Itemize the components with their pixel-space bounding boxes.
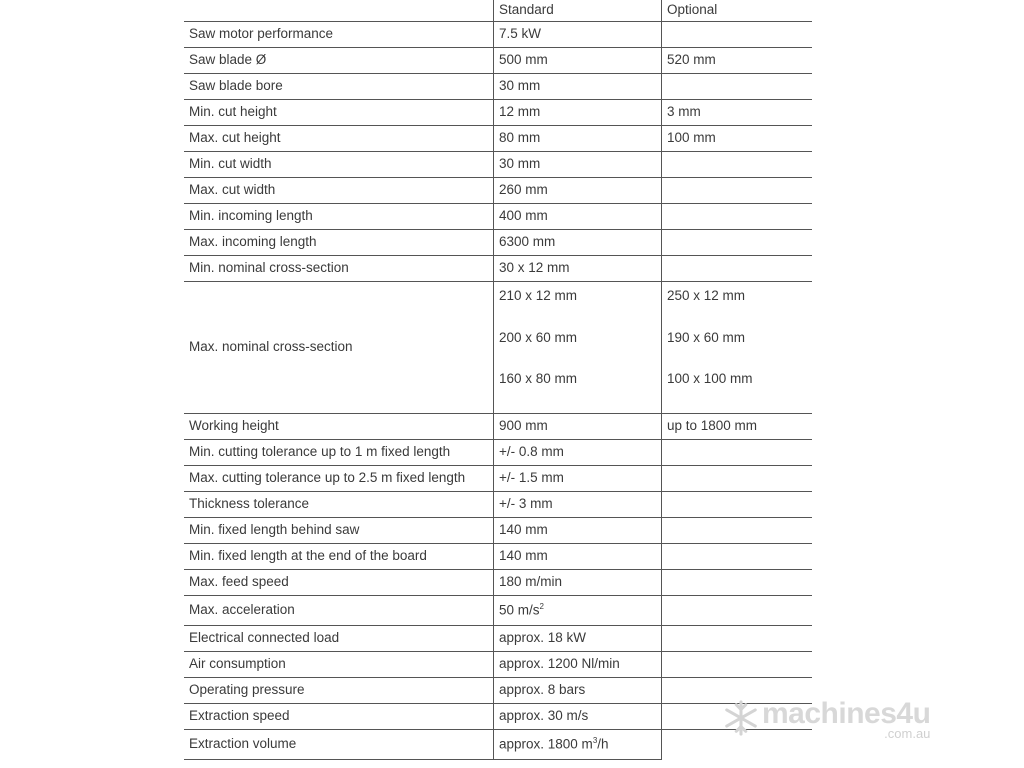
- optional-value: [661, 440, 812, 465]
- standard-line: 210 x 12 mm: [499, 288, 578, 303]
- standard-value: [493, 730, 661, 760]
- table-row: [184, 256, 812, 282]
- standard-suffix: /h: [597, 736, 609, 752]
- optional-line: 100 x 100 mm: [667, 371, 753, 387]
- standard-text: [499, 208, 548, 224]
- standard-value: [493, 626, 661, 651]
- watermark-domain: .com.au: [884, 726, 931, 741]
- standard-text: [499, 26, 541, 42]
- standard-value: [493, 652, 661, 677]
- standard-base: 180 m/min: [499, 574, 563, 590]
- table-header-row: [184, 0, 812, 22]
- standard-text: [499, 630, 586, 646]
- standard-base: +/- 0.8 mm: [499, 444, 564, 460]
- table-row: [184, 730, 812, 760]
- standard-value: [493, 596, 661, 625]
- optional-value: [661, 518, 812, 543]
- standard-value: [493, 544, 661, 569]
- table-row: [184, 204, 812, 230]
- table-row: [184, 230, 812, 256]
- spec-label: Max. feed speed: [189, 574, 289, 590]
- spec-label: Air consumption: [189, 656, 286, 672]
- standard-value: [493, 414, 661, 439]
- optional-value: [661, 22, 812, 47]
- table-row: [184, 570, 812, 596]
- standard-text: [499, 496, 553, 512]
- table-row: [184, 414, 812, 440]
- table-row: [184, 596, 812, 626]
- optional-line: 250 x 12 mm: [667, 288, 746, 303]
- standard-value: [493, 678, 661, 703]
- table-row: [184, 48, 812, 74]
- standard-value: [493, 204, 661, 229]
- spec-label: Saw blade bore: [189, 78, 283, 94]
- spec-label: Min. cut height: [189, 104, 277, 120]
- standard-text: [499, 52, 548, 68]
- standard-base: 80 mm: [499, 130, 541, 146]
- spec-label: Min. fixed length at the end of the board: [189, 548, 427, 564]
- optional-value: [661, 178, 812, 203]
- standard-value: [493, 74, 661, 99]
- spec-label: Extraction speed: [189, 708, 290, 724]
- standard-value: [493, 178, 661, 203]
- standard-base: 30 mm: [499, 156, 541, 172]
- standard-base: 30 x 12 mm: [499, 260, 570, 276]
- optional-value: [661, 230, 812, 255]
- standard-text: [499, 78, 540, 94]
- standard-text: [499, 736, 609, 753]
- spec-label: Working height: [189, 418, 279, 434]
- standard-base: approx. 8 bars: [499, 682, 586, 698]
- standard-text: [499, 574, 562, 590]
- standard-base: 6300 mm: [499, 234, 556, 250]
- standard-base: 12 mm: [499, 104, 541, 120]
- spec-label: Min. cutting tolerance up to 1 m fixed length: [189, 444, 451, 460]
- watermark-text: machines4u: [762, 697, 931, 730]
- standard-text: [499, 656, 620, 672]
- standard-value: [493, 230, 661, 255]
- standard-value: [493, 48, 661, 73]
- standard-value: [493, 440, 661, 465]
- standard-value: [493, 492, 661, 517]
- header-cell: Optional: [661, 0, 812, 21]
- standard-base: +/- 3 mm: [499, 496, 553, 512]
- standard-text: [499, 602, 544, 619]
- optional-value: [661, 204, 812, 229]
- spec-label: Min. incoming length: [189, 208, 313, 224]
- standard-value: [493, 100, 661, 125]
- spec-label: Electrical connected load: [189, 630, 340, 646]
- standard-base: approx. 30 m/s: [499, 708, 589, 724]
- spec-table: [184, 0, 812, 760]
- standard-base: 140 mm: [499, 548, 548, 564]
- table-row: [184, 544, 812, 570]
- standard-value: [493, 704, 661, 729]
- standard-value: [493, 22, 661, 47]
- table-row: [184, 74, 812, 100]
- header-cell: Standard: [493, 0, 661, 21]
- standard-value: [493, 518, 661, 543]
- table-row: [184, 440, 812, 466]
- optional-value: up to 1800 mm: [661, 414, 812, 439]
- spec-label: Max. acceleration: [189, 602, 295, 618]
- table-row: [184, 22, 812, 48]
- optional-value: 520 mm: [661, 48, 812, 73]
- standard-base: 400 mm: [499, 208, 548, 224]
- standard-text: [499, 156, 540, 172]
- optional-value: [661, 466, 812, 491]
- table-row: [184, 492, 812, 518]
- standard-line: 160 x 80 mm: [499, 371, 578, 387]
- optional-value: [661, 652, 812, 677]
- optional-value: [661, 596, 812, 625]
- spec-label: Max. cut width: [189, 182, 276, 198]
- table-row: [184, 626, 812, 652]
- standard-base: approx. 1800 m: [499, 736, 593, 752]
- spec-label: Max. cutting tolerance up to 2.5 m fixed length: [189, 470, 466, 486]
- standard-base: 260 mm: [499, 182, 548, 198]
- spec-label: Max. cut height: [189, 130, 281, 146]
- spec-label: Thickness tolerance: [189, 496, 310, 512]
- standard-base: 50 m/s: [499, 602, 540, 618]
- spec-label: Min. cut width: [189, 156, 272, 172]
- optional-value: [661, 626, 812, 651]
- table-row: [184, 152, 812, 178]
- standard-text: [499, 418, 548, 434]
- standard-base: +/- 1.5 mm: [499, 470, 564, 486]
- spec-label: Min. nominal cross-section: [189, 260, 349, 276]
- standard-value: [493, 282, 661, 413]
- spec-label: Max. incoming length: [189, 234, 317, 250]
- table-row: [184, 704, 812, 730]
- standard-text: [499, 682, 585, 698]
- standard-text: [499, 708, 588, 724]
- spec-label: Extraction volume: [184, 730, 493, 760]
- optional-value: 3 mm: [661, 100, 812, 125]
- snowflake-star-icon: [722, 699, 760, 737]
- table-row: [184, 652, 812, 678]
- table-row: [184, 282, 812, 414]
- optional-value: 100 mm: [661, 126, 812, 151]
- spec-label: Saw motor performance: [189, 26, 334, 42]
- standard-value: [493, 126, 661, 151]
- header-cell: [184, 0, 493, 21]
- table-row: [184, 678, 812, 704]
- standard-base: 30 mm: [499, 78, 541, 94]
- optional-value: [661, 74, 812, 99]
- table-row: [184, 126, 812, 152]
- standard-base: 7.5 kW: [499, 26, 542, 42]
- optional-value: [661, 256, 812, 281]
- standard-base: 900 mm: [499, 418, 548, 434]
- standard-base: approx. 1200 Nl/min: [499, 656, 620, 672]
- standard-text: [499, 470, 564, 486]
- standard-superscript: 2: [539, 602, 544, 612]
- standard-text: [499, 522, 548, 538]
- optional-value: [661, 282, 812, 413]
- standard-base: 140 mm: [499, 522, 548, 538]
- table-row: [184, 466, 812, 492]
- watermark-logo: [722, 699, 930, 740]
- table-row: [184, 518, 812, 544]
- standard-text: [499, 182, 548, 198]
- table-row: [184, 178, 812, 204]
- standard-superscript: 3: [592, 736, 598, 746]
- standard-text: [499, 444, 564, 460]
- standard-value: [493, 152, 661, 177]
- standard-value: [493, 570, 661, 595]
- standard-text: [499, 130, 540, 146]
- standard-line: 200 x 60 mm: [499, 329, 578, 345]
- standard-text: [499, 548, 548, 564]
- optional-value: [661, 152, 812, 177]
- spec-label: Max. nominal cross-section: [189, 339, 353, 355]
- standard-value: [493, 256, 661, 281]
- standard-value: [493, 466, 661, 491]
- spec-label: Saw blade Ø: [189, 52, 267, 68]
- standard-base: approx. 18 kW: [499, 630, 587, 646]
- optional-value: [661, 570, 812, 595]
- optional-value: [661, 492, 812, 517]
- standard-text: [499, 234, 555, 250]
- standard-text: [499, 104, 540, 120]
- optional-value: [661, 544, 812, 569]
- spec-label: Operating pressure: [189, 682, 305, 698]
- standard-text: [499, 260, 570, 276]
- standard-base: 500 mm: [499, 52, 548, 68]
- optional-line: 190 x 60 mm: [667, 329, 746, 345]
- table-row: [184, 100, 812, 126]
- spec-label: Min. fixed length behind saw: [189, 522, 360, 538]
